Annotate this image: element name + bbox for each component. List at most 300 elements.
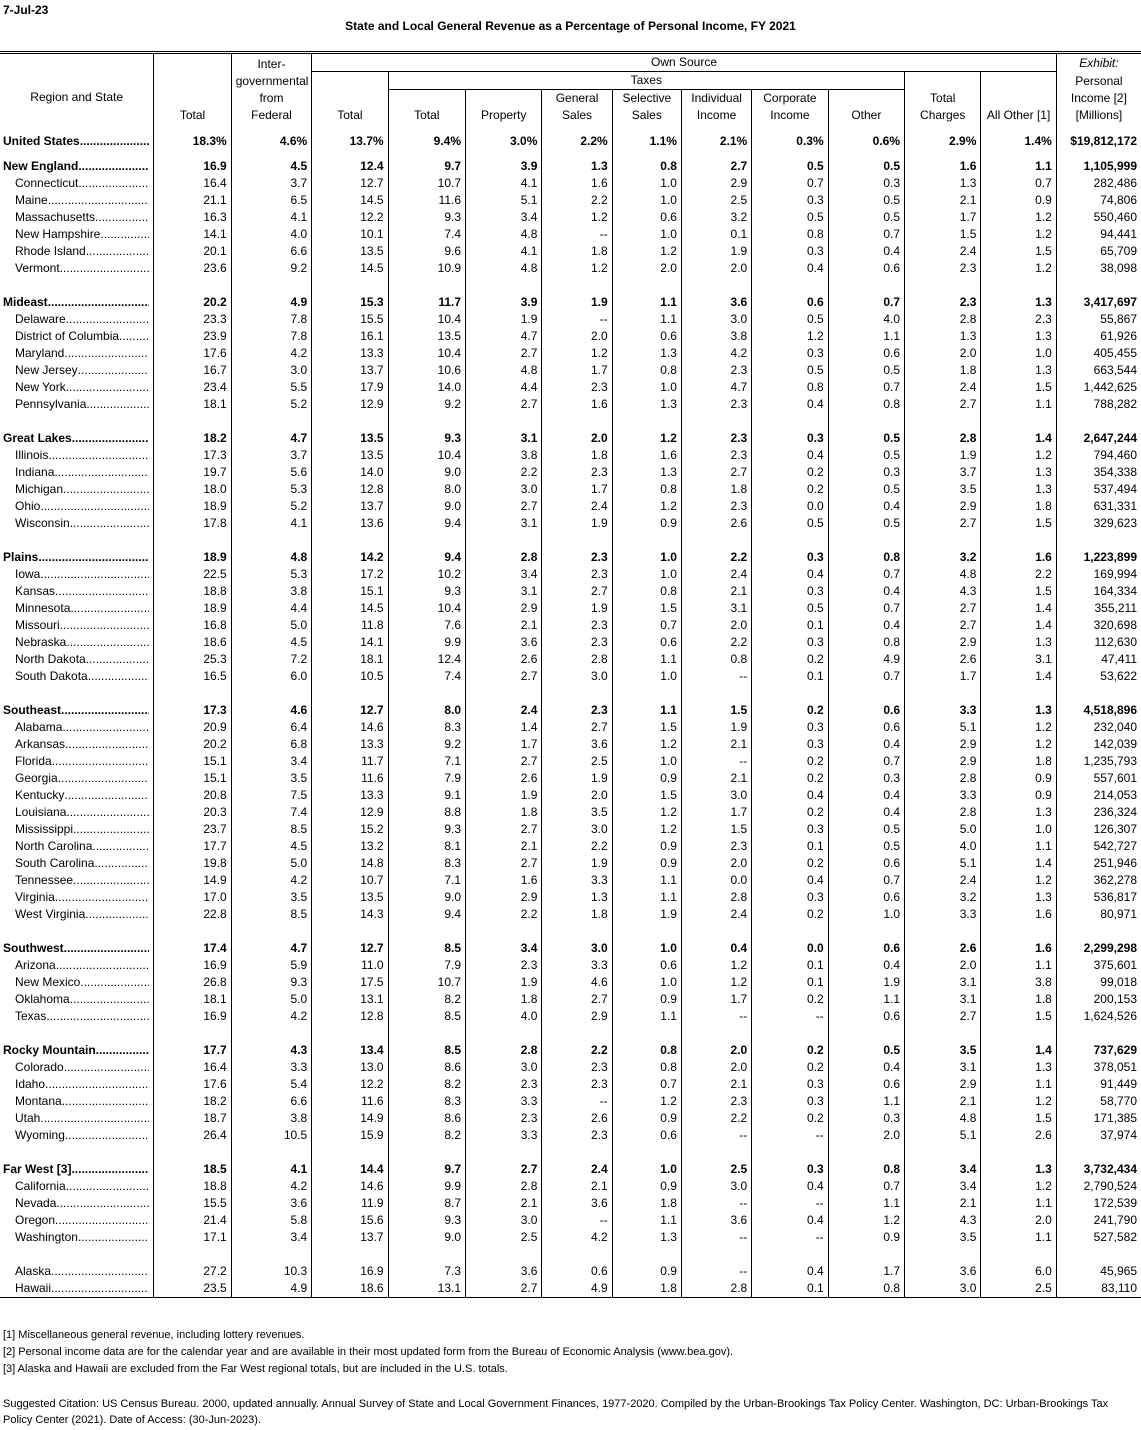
- cell-value: 0.2: [752, 855, 828, 872]
- cell-value: 15.9: [312, 1127, 388, 1144]
- cell-value: 2.0: [828, 1127, 904, 1144]
- cell-value: 0.0: [752, 940, 828, 957]
- cell-value: 8.5: [388, 1042, 465, 1059]
- row-label: United States .....: [0, 124, 154, 158]
- cell-value: --: [542, 1093, 612, 1110]
- cell-value: 3.6: [466, 634, 542, 651]
- cell-value: 0.1: [752, 1280, 828, 1298]
- cell-value: 2.0: [681, 1059, 751, 1076]
- cell-value: 16.9: [154, 1008, 231, 1025]
- cell-value: 0.4: [828, 498, 904, 515]
- cell-value: 8.2: [388, 1076, 465, 1093]
- cell-value: 1.5: [612, 600, 681, 617]
- table-row-state: [0, 1195, 1141, 1212]
- header-total-charges: Total Charges: [905, 72, 981, 125]
- cell-value: 3.7: [231, 175, 311, 192]
- cell-value: 354,338: [1093, 465, 1137, 479]
- cell-value: 14.9: [154, 872, 231, 889]
- cell-value: 3.9: [466, 294, 542, 311]
- cell-value: 0.3%: [752, 124, 828, 158]
- cell-value: 2.5: [466, 1229, 542, 1246]
- header-other: Other: [828, 90, 904, 125]
- cell-value: 27.2: [154, 1263, 231, 1280]
- cell-value: 25.3: [154, 651, 231, 668]
- table-row-state: [0, 1178, 1141, 1195]
- cell-value: 0.7: [828, 1178, 904, 1195]
- cell-value: 1.7: [466, 736, 542, 753]
- cell-value: 10.9: [388, 260, 465, 277]
- cell-value: 13.6: [312, 515, 388, 532]
- cell-value: 7.1: [388, 753, 465, 770]
- row-label: North Carolina .....: [0, 838, 154, 855]
- cell-value: 3.0: [542, 821, 612, 838]
- cell-value: 8.5: [388, 940, 465, 957]
- cell-value: 2.9: [905, 753, 981, 770]
- table-row-state: [0, 515, 1141, 532]
- cell-value: 99,018: [1100, 975, 1137, 989]
- cell-value: 9.4%: [388, 124, 465, 158]
- cell-value: 3.4: [231, 1229, 311, 1246]
- row-label: Washington .....: [0, 1229, 154, 1246]
- cell-value: 0.1: [681, 226, 751, 243]
- cell-value: 1.2: [612, 736, 681, 753]
- row-label: Indiana .....: [0, 464, 154, 481]
- cell-value: 83,110: [1056, 1280, 1141, 1298]
- cell-value: 0.3: [752, 1161, 828, 1178]
- cell-value: 1.3: [981, 464, 1056, 481]
- cell-value: 1.3: [612, 345, 681, 362]
- cell-value: 0.5: [828, 192, 904, 209]
- cell-value: 2.3: [466, 1076, 542, 1093]
- cell-value: 0.7: [612, 1076, 681, 1093]
- cell-value: 2,299,298: [1083, 941, 1137, 955]
- cell-value: 14.2: [312, 549, 388, 566]
- cell-value: 20.2: [154, 736, 231, 753]
- cell-value: 2,647,244: [1083, 431, 1137, 445]
- cell-value: 8.6: [388, 1059, 465, 1076]
- cell-value: 0.3: [828, 1110, 904, 1127]
- cell-value: 0.3: [752, 821, 828, 838]
- cell-value: 1,624,526: [1083, 1009, 1137, 1023]
- cell-value: 169,994: [1093, 567, 1137, 581]
- cell-value: 18.1: [154, 396, 231, 413]
- cell-value: 2.9: [542, 1008, 612, 1025]
- table-row-state: [0, 464, 1141, 481]
- cell-value: 21.4: [154, 1212, 231, 1229]
- cell-value: 1.8: [981, 753, 1056, 770]
- cell-value: 5.4: [231, 1076, 311, 1093]
- cell-value: 61,926: [1100, 329, 1137, 343]
- cell-value: 13.5: [312, 889, 388, 906]
- cell-value: 3.4: [905, 1178, 981, 1195]
- cell-value: 6.0: [231, 668, 311, 685]
- cell-value: 4.8: [466, 362, 542, 379]
- cell-value: 0.4: [828, 804, 904, 821]
- cell-value: 2.6: [466, 651, 542, 668]
- cell-value: 5.0: [905, 821, 981, 838]
- cell-value: 2.3: [681, 447, 751, 464]
- row-label: South Dakota .....: [0, 668, 154, 685]
- cell-value: 7.1: [388, 872, 465, 889]
- cell-value: 2.1: [905, 192, 981, 209]
- cell-value: 1.4%: [981, 124, 1056, 158]
- cell-value: 14.5: [312, 260, 388, 277]
- cell-value: 5.1: [905, 719, 981, 736]
- cell-value: 2.3: [542, 549, 612, 566]
- cell-value: 4.5: [231, 838, 311, 855]
- table-row-state: [0, 617, 1141, 634]
- cell-value: 13.7%: [312, 124, 388, 158]
- cell-value: 3.5: [542, 804, 612, 821]
- cell-value: 5.0: [231, 617, 311, 634]
- cell-value: 9.1: [388, 787, 465, 804]
- cell-value: 10.5: [231, 1127, 311, 1144]
- cell-value: 1.8: [542, 906, 612, 923]
- cell-value: 1.5: [981, 379, 1056, 396]
- cell-value: 10.3: [231, 1263, 311, 1280]
- table-row-state: [0, 1263, 1141, 1280]
- cell-value: 1.6: [981, 906, 1056, 923]
- cell-value: 13.3: [312, 345, 388, 362]
- header-tax-total: Total: [388, 90, 465, 125]
- cell-value: 1.4: [981, 668, 1056, 685]
- cell-value: 126,307: [1093, 822, 1137, 836]
- cell-value: 2.5: [981, 1280, 1056, 1298]
- cell-value: 0.6: [828, 889, 904, 906]
- cell-value: 3.7: [905, 464, 981, 481]
- cell-value: 6.0: [981, 1263, 1056, 1280]
- cell-value: 1.1: [612, 889, 681, 906]
- cell-value: 1.6: [981, 940, 1056, 957]
- cell-value: 1.9: [542, 515, 612, 532]
- cell-value: 2.1: [466, 838, 542, 855]
- table-row-state: [0, 1059, 1141, 1076]
- cell-value: 18.6: [312, 1280, 388, 1298]
- cell-value: 0.5: [828, 481, 904, 498]
- cell-value: 0.4: [828, 583, 904, 600]
- cell-value: 37,974: [1100, 1128, 1137, 1142]
- cell-value: 1.9: [466, 311, 542, 328]
- table-row-state: [0, 209, 1141, 226]
- cell-value: 3.3: [466, 1127, 542, 1144]
- cell-value: 1.9: [466, 787, 542, 804]
- cell-value: 0.1: [752, 838, 828, 855]
- cell-value: 0.7: [828, 872, 904, 889]
- cell-value: 7.9: [388, 770, 465, 787]
- cell-value: 0.6: [828, 719, 904, 736]
- cell-value: 3.1: [905, 974, 981, 991]
- cell-value: 3,417,697: [1083, 295, 1137, 309]
- cell-value: 5.0: [231, 855, 311, 872]
- cell-value: 2.6: [905, 940, 981, 957]
- cell-value: 4.2: [231, 1178, 311, 1195]
- row-label: New York .....: [0, 379, 154, 396]
- cell-value: 18.3%: [154, 124, 231, 158]
- cell-value: 0.4: [752, 1263, 828, 1280]
- cell-value: 3.8: [681, 328, 751, 345]
- cell-value: 355,211: [1094, 601, 1137, 615]
- cell-value: 2.3: [542, 617, 612, 634]
- cell-value: 7.8: [231, 328, 311, 345]
- cell-value: 3.3: [905, 787, 981, 804]
- cell-value: 9.3: [388, 1212, 465, 1229]
- cell-value: 1.1: [981, 1195, 1056, 1212]
- cell-value: 0.8: [828, 549, 904, 566]
- cell-value: 0.4: [752, 396, 828, 413]
- cell-value: 2.0: [612, 260, 681, 277]
- cell-value: 4.0: [828, 311, 904, 328]
- cell-value: 0.8: [752, 379, 828, 396]
- cell-value: 9.9: [388, 634, 465, 651]
- table-row-state: [0, 889, 1141, 906]
- cell-value: 16.4: [154, 175, 231, 192]
- cell-value: 0.5: [828, 838, 904, 855]
- cell-value: 3.6: [231, 1195, 311, 1212]
- table-row-state: [0, 668, 1141, 685]
- cell-value: 3.8: [231, 1110, 311, 1127]
- cell-value: 18.2: [154, 1093, 231, 1110]
- cell-value: 4.6: [542, 974, 612, 991]
- cell-value: 0.8: [828, 1280, 904, 1298]
- cell-value: 6.5: [231, 192, 311, 209]
- cell-value: 13.2: [312, 838, 388, 855]
- cell-value: --: [681, 1195, 751, 1212]
- cell-value: 3.1: [466, 515, 542, 532]
- cell-value: 1.3: [981, 804, 1056, 821]
- cell-value: 0.6: [612, 209, 681, 226]
- table-row-state: [0, 328, 1141, 345]
- header-corporate-income: Corporate Income: [752, 90, 828, 125]
- row-label: Hawaii .....: [0, 1280, 154, 1298]
- cell-value: 14.6: [312, 1178, 388, 1195]
- cell-value: 4.9: [542, 1280, 612, 1298]
- row-label: Louisiana .....: [0, 804, 154, 821]
- table-row-state: [0, 974, 1141, 991]
- cell-value: 2.1: [681, 1076, 751, 1093]
- cell-value: 232,040: [1093, 720, 1137, 734]
- cell-value: 3.6: [681, 294, 751, 311]
- row-label: Great Lakes .....: [0, 430, 154, 447]
- cell-value: 0.3: [752, 583, 828, 600]
- cell-value: 2.1: [681, 583, 751, 600]
- cell-value: 0.5: [828, 430, 904, 447]
- cell-value: 1.6: [981, 549, 1056, 566]
- cell-value: 0.2: [752, 770, 828, 787]
- cell-value: 5.2: [231, 396, 311, 413]
- cell-value: 2.8: [905, 804, 981, 821]
- cell-value: 4.9: [828, 651, 904, 668]
- cell-value: 0.9: [612, 1263, 681, 1280]
- cell-value: 4.7: [231, 940, 311, 957]
- cell-value: 0.4: [828, 736, 904, 753]
- cell-value: 8.0: [388, 702, 465, 719]
- cell-value: 0.5: [828, 515, 904, 532]
- cell-value: 1.0: [612, 668, 681, 685]
- cell-value: 11.0: [312, 957, 388, 974]
- cell-value: 94,441: [1100, 227, 1137, 241]
- cell-value: 2.2: [466, 464, 542, 481]
- cell-value: 11.7: [388, 294, 465, 311]
- cell-value: 4.7: [466, 328, 542, 345]
- cell-value: 1.7: [681, 991, 751, 1008]
- cell-value: 8.6: [388, 1110, 465, 1127]
- table-row-state: [0, 838, 1141, 855]
- cell-value: 15.5: [154, 1195, 231, 1212]
- cell-value: 0.4: [828, 787, 904, 804]
- cell-value: 4.4: [231, 600, 311, 617]
- cell-value: 2.4: [542, 1161, 612, 1178]
- row-label: Massachusetts .....: [0, 209, 154, 226]
- row-label: Texas .....: [0, 1008, 154, 1025]
- cell-value: 2.4: [542, 498, 612, 515]
- cell-value: 0.6: [828, 1008, 904, 1025]
- cell-value: 8.0: [388, 481, 465, 498]
- cell-value: 18.1: [154, 991, 231, 1008]
- cell-value: 11.6: [388, 192, 465, 209]
- cell-value: 1,442,625: [1083, 380, 1137, 394]
- cell-value: 378,051: [1093, 1060, 1137, 1074]
- cell-value: 1.2: [681, 974, 751, 991]
- cell-value: 0.3: [752, 889, 828, 906]
- cell-value: 0.2: [752, 1059, 828, 1076]
- row-label: Rocky Mountain .....: [0, 1042, 154, 1059]
- cell-value: 1.0: [612, 379, 681, 396]
- cell-value: 17.7: [154, 838, 231, 855]
- row-label: Utah .....: [0, 1110, 154, 1127]
- cell-value: 2.7: [466, 345, 542, 362]
- cell-value: 4.9: [231, 294, 311, 311]
- row-label: Maine .....: [0, 192, 154, 209]
- cell-value: 26.4: [154, 1127, 231, 1144]
- cell-value: 4.6: [231, 702, 311, 719]
- cell-value: 14.0: [312, 464, 388, 481]
- cell-value: 2.0: [981, 1212, 1056, 1229]
- cell-value: 13.1: [388, 1280, 465, 1298]
- cell-value: 0.1: [752, 617, 828, 634]
- cell-value: 16.1: [312, 328, 388, 345]
- cell-value: 1.8: [466, 991, 542, 1008]
- cell-value: 1.8: [466, 804, 542, 821]
- cell-value: 0.5: [752, 311, 828, 328]
- cell-value: 2.4: [681, 566, 751, 583]
- cell-value: 0.8: [681, 651, 751, 668]
- cell-value: 2.8: [466, 549, 542, 566]
- table-row-region: [0, 158, 1141, 175]
- cell-value: 7.8: [231, 311, 311, 328]
- cell-value: 23.3: [154, 311, 231, 328]
- cell-value: 0.4: [752, 1178, 828, 1195]
- cell-value: 2.9: [681, 175, 751, 192]
- cell-value: 536,817: [1093, 890, 1137, 904]
- table-row-state: [0, 260, 1141, 277]
- cell-value: 0.7: [828, 226, 904, 243]
- cell-value: 2.7: [681, 158, 751, 175]
- cell-value: 1.1: [981, 838, 1056, 855]
- row-label: Montana .....: [0, 1093, 154, 1110]
- cell-value: 0.2: [752, 1042, 828, 1059]
- spacer-row: [0, 532, 1141, 549]
- cell-value: 1.2: [681, 957, 751, 974]
- cell-value: 236,324: [1093, 805, 1137, 819]
- cell-value: 2.3: [542, 566, 612, 583]
- footnote-1: [1] Miscellaneous general revenue, including lottery revenues.: [3, 1329, 305, 1341]
- cell-value: 0.9: [612, 838, 681, 855]
- cell-value: 5.9: [231, 957, 311, 974]
- cell-value: 14.8: [312, 855, 388, 872]
- cell-value: 9.3: [388, 821, 465, 838]
- cell-value: 0.8: [612, 583, 681, 600]
- cell-value: 1,223,899: [1083, 550, 1137, 564]
- cell-value: 1.5: [981, 1110, 1056, 1127]
- cell-value: 1.8: [981, 498, 1056, 515]
- cell-value: 0.8: [612, 158, 681, 175]
- cell-value: 3.4: [466, 209, 542, 226]
- header-total: Total: [154, 53, 231, 125]
- table-row-state: [0, 311, 1141, 328]
- cell-value: 1.4: [981, 617, 1056, 634]
- cell-value: 20.3: [154, 804, 231, 821]
- cell-value: 15.1: [312, 583, 388, 600]
- cell-value: 3.0: [231, 362, 311, 379]
- cell-value: 200,153: [1093, 992, 1137, 1006]
- row-label: Plains .....: [0, 549, 154, 566]
- cell-value: 2.8: [542, 651, 612, 668]
- cell-value: 13.0: [312, 1059, 388, 1076]
- spacer-row: [0, 1144, 1141, 1161]
- cell-value: 2.1: [905, 1195, 981, 1212]
- cell-value: 14.1: [312, 634, 388, 651]
- cell-value: 9.7: [388, 1161, 465, 1178]
- cell-value: 15.1: [154, 753, 231, 770]
- cell-value: 12.7: [312, 940, 388, 957]
- cell-value: 4.1: [231, 209, 311, 226]
- cell-value: 22.8: [154, 906, 231, 923]
- cell-value: 14.9: [312, 1110, 388, 1127]
- spacer-row: [0, 923, 1141, 940]
- table-row-state: [0, 1280, 1141, 1298]
- cell-value: 2.6: [681, 515, 751, 532]
- cell-value: 0.8: [828, 396, 904, 413]
- cell-value: 1.9: [681, 243, 751, 260]
- cell-value: 0.7: [612, 617, 681, 634]
- cell-value: 2.7: [542, 583, 612, 600]
- cell-value: 2.2%: [542, 124, 612, 158]
- table-row-us-total: [0, 124, 1141, 158]
- cell-value: 2.5: [681, 1161, 751, 1178]
- cell-value: 1.1: [828, 1093, 904, 1110]
- cell-value: 14.5: [312, 192, 388, 209]
- cell-value: 2.7: [905, 1008, 981, 1025]
- cell-value: 1.2: [981, 226, 1056, 243]
- cell-value: 1.3: [981, 1161, 1056, 1178]
- cell-value: --: [752, 1127, 828, 1144]
- cell-value: 20.8: [154, 787, 231, 804]
- cell-value: 5.2: [231, 498, 311, 515]
- cell-value: 55,867: [1100, 312, 1137, 326]
- cell-value: 10.6: [388, 362, 465, 379]
- cell-value: 1.5: [905, 226, 981, 243]
- cell-value: 112,630: [1094, 635, 1137, 649]
- table-row-region: [0, 940, 1141, 957]
- cell-value: 2.2: [681, 1110, 751, 1127]
- row-label: Far West [3] .....: [0, 1161, 154, 1178]
- report-date: 7-Jul-23: [3, 3, 49, 17]
- table-body: [0, 124, 1141, 1298]
- cell-value: 23.9: [154, 328, 231, 345]
- cell-value: 2.0: [542, 787, 612, 804]
- cell-value: 3.3: [905, 702, 981, 719]
- cell-value: 23.5: [154, 1280, 231, 1298]
